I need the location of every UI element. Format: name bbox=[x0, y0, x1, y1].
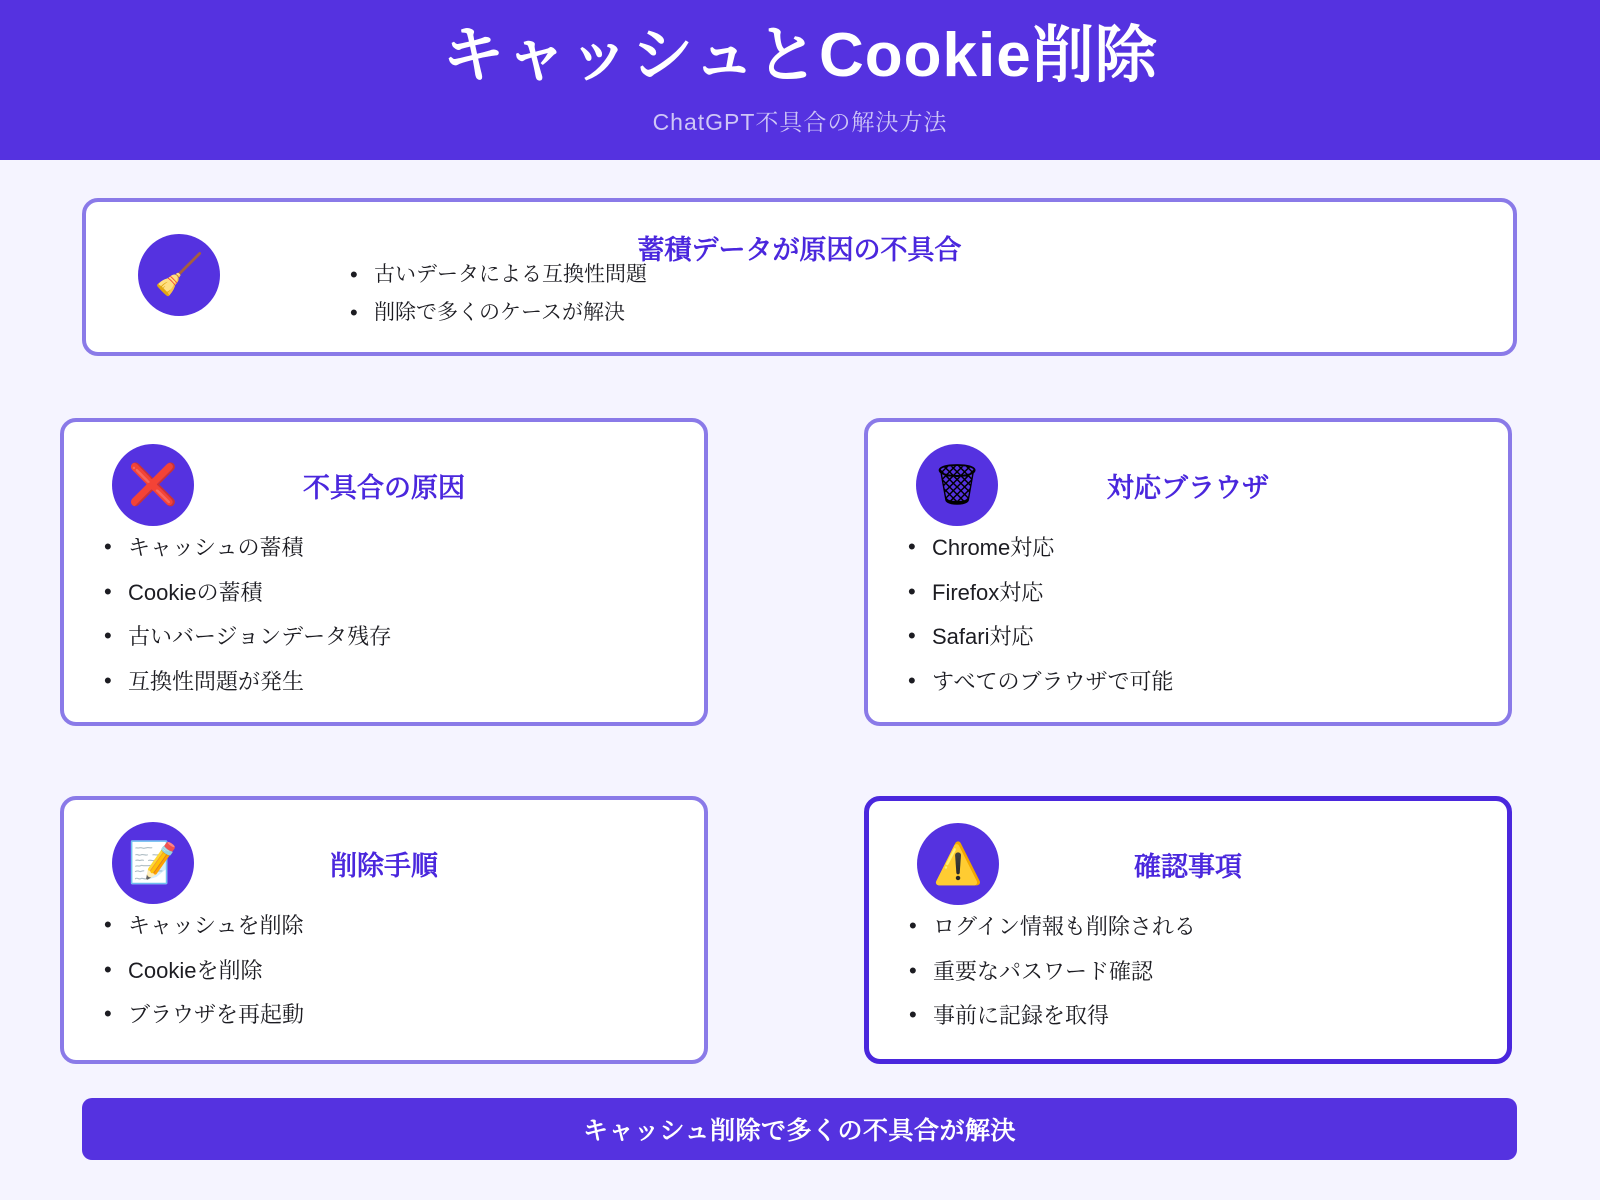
card-bullets-causes bbox=[98, 534, 684, 712]
warning-icon: ⚠️ bbox=[917, 823, 999, 905]
list-item: • 事前に記録を取得 bbox=[903, 1002, 1487, 1030]
list-item: • Chrome対応 bbox=[902, 534, 1488, 562]
card-title-accumulated-data: 蓄積データが原因の不具合 bbox=[637, 235, 962, 265]
list-item: • ブラウザを再起動 bbox=[98, 1001, 684, 1029]
content-stage bbox=[0, 160, 1600, 1200]
card-supported-browsers bbox=[864, 418, 1512, 726]
list-item: • Firefox対応 bbox=[902, 579, 1488, 607]
list-item: • 古いデータによる互換性問題 bbox=[344, 262, 647, 288]
card-causes bbox=[60, 418, 708, 726]
card-bullets-supported-browsers bbox=[902, 534, 1488, 712]
cross-mark-icon: ❌ bbox=[112, 444, 194, 526]
memo-icon: 📝 bbox=[112, 822, 194, 904]
card-deletion-steps bbox=[60, 796, 708, 1064]
card-title-causes: 不具合の原因 bbox=[303, 473, 465, 503]
page-title: キャッシュとCookie削除 bbox=[442, 21, 1158, 90]
card-bullets-accumulated-data bbox=[344, 262, 647, 339]
page-header bbox=[0, 0, 1600, 160]
list-item: • 古いバージョンデータ残存 bbox=[98, 623, 684, 651]
list-item: • Safari対応 bbox=[902, 623, 1488, 651]
list-item: • Cookieの蓄積 bbox=[98, 579, 684, 607]
card-title-deletion-steps: 削除手順 bbox=[330, 851, 438, 881]
wastebasket-icon: 🗑 bbox=[916, 444, 998, 526]
card-accumulated-data bbox=[82, 198, 1517, 356]
list-item: • キャッシュを削除 bbox=[98, 912, 684, 940]
list-item: • キャッシュの蓄積 bbox=[98, 534, 684, 562]
list-item: • Cookieを削除 bbox=[98, 957, 684, 985]
page-subtitle: ChatGPT不具合の解決方法 bbox=[652, 109, 948, 136]
list-item: • 重要なパスワード確認 bbox=[903, 958, 1487, 986]
broom-icon: 🧹 bbox=[138, 234, 220, 316]
card-title-supported-browsers: 対応ブラウザ bbox=[1107, 473, 1269, 503]
card-bullets-checkpoints bbox=[903, 913, 1487, 1047]
list-item: • ログイン情報も削除される bbox=[903, 913, 1487, 941]
list-item: • 削除で多くのケースが解決 bbox=[344, 300, 647, 326]
card-checkpoints bbox=[864, 796, 1512, 1064]
card-bullets-deletion-steps bbox=[98, 912, 684, 1046]
footer-banner: キャッシュ削除で多くの不具合が解決 bbox=[82, 1098, 1517, 1160]
list-item: • すべてのブラウザで可能 bbox=[902, 668, 1488, 696]
list-item: • 互換性問題が発生 bbox=[98, 668, 684, 696]
card-title-checkpoints: 確認事項 bbox=[1134, 852, 1242, 882]
